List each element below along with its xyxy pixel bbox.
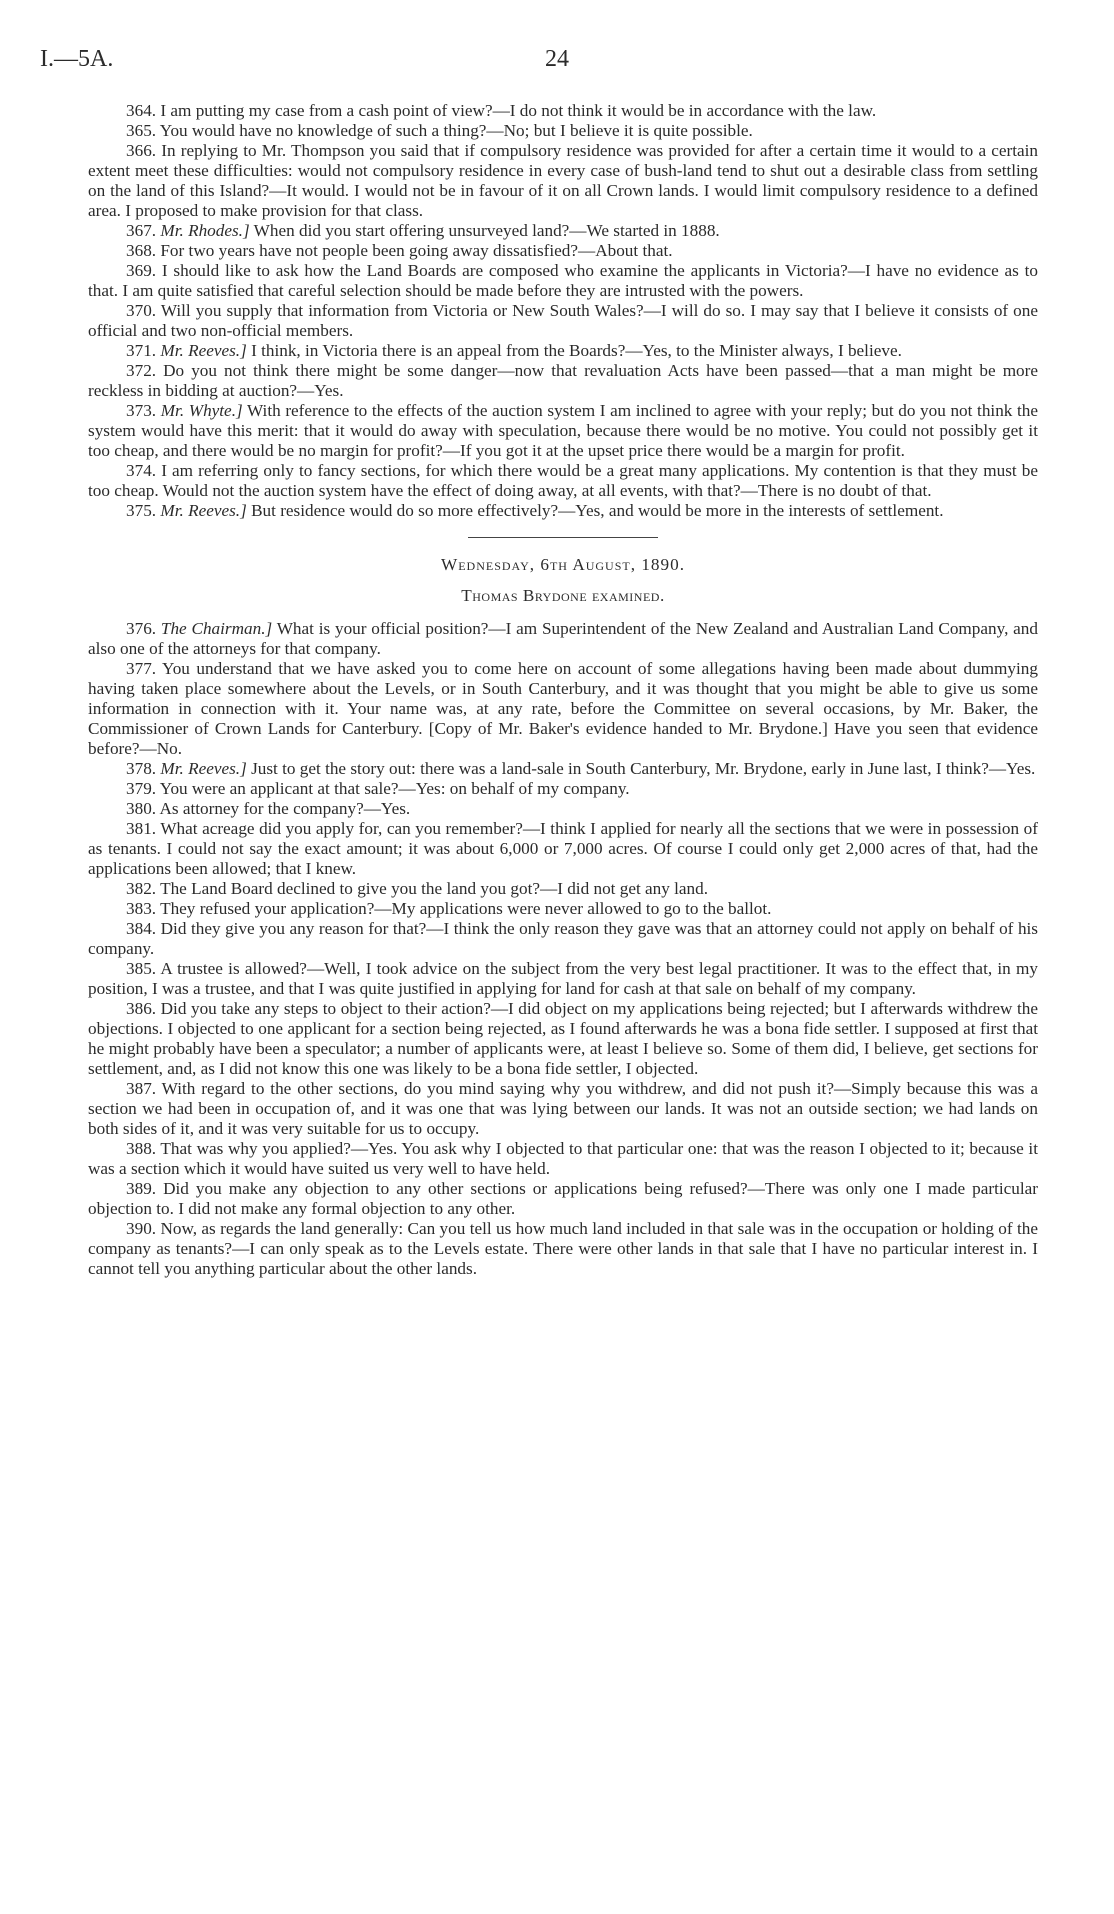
question-paragraph [88,1079,1038,1139]
question-number: 382. [126,879,157,898]
question-paragraph [88,959,1038,999]
question-text: You would have no knowledge of such a thing?—No; but I believe it is quite possible. [159,121,753,140]
question-paragraph [88,341,1038,361]
question-text: That was why you applied?—Yes. You ask why I objected to that particular one: that was the reason I objected to it; because it was a section which it would have suited us very well to have held. [88,1139,1038,1178]
question-number: 364. [126,101,157,120]
question-paragraph [88,1219,1038,1279]
question-paragraph [88,879,1038,899]
speaker-name: Mr. Reeves.] [160,501,247,520]
speaker-name: Mr. Whyte.] [160,401,243,420]
sitting-date: Wednesday, 6th August, 1890. [441,555,685,574]
question-paragraph [88,779,1038,799]
question-text: I am putting my case from a cash point of view?—I do not think it would be in accordance with the law. [160,101,877,120]
question-number: 388. [126,1139,157,1158]
question-paragraph [88,659,1038,759]
question-text: You understand that we have asked you to come here on account of some allegations having been made about dummying having taken place somewhere about the Levels, or in South Canterbury, and it was thought that you might be able to give us some information in connection with it. Your name was, at any rate, before the Committee on several occasions, by Mr. Baker, the Commissioner of Crown Lands for Canterbury. [Copy of Mr. Baker's evidence handed to Mr. Brydone.] Have you seen that evidence before?—No. [88,659,1038,758]
question-text: Did you take any steps to object to their action?—I did object on my applications being rejected; but I afterwards withdrew the objections. I objected to one applicant for a section being rejected, as I found afterwards he was a bona fide settler. I supposed at first that he might probably have been a speculator; a number of applicants were, at least I believe so. Some of them did, I believe, get sections for settlement, and, as I did not know this one was likely to be a bona fide settler, I objected. [88,999,1039,1078]
question-text: When did you start offering unsurveyed land?—We started in 1888. [253,221,720,240]
question-text: For two years have not people been going away dissatisfied?—About that. [160,241,673,260]
question-number: 376. [126,619,157,638]
question-number: 390. [126,1219,157,1238]
evidence-section-1 [88,101,1038,521]
question-number: 378. [126,759,157,778]
question-text: But residence would do so more effectively?—Yes, and would be more in the interests of settlement. [251,501,944,520]
question-text: They refused your application?—My applications were never allowed to go to the ballot. [160,899,772,918]
question-number: 385. [126,959,157,978]
question-paragraph [88,999,1038,1079]
question-text: Now, as regards the land generally: Can you tell us how much land included in that sale was in the occupation or holding of the company as tenants?—I can only speak as to the Levels estate. There were other lands in that sale that I have no particular interest in. I cannot tell you anything particular about the other lands. [88,1219,1038,1278]
question-number: 368. [126,241,157,260]
question-text: With regard to the other sections, do you mind saying why you withdrew, and did not push it?—Simply because this was a section we had been in occupation of, and it was one that was lying between our lands. It was not an outside section; we had lands on both sides of it, and it was very suitable for us to occupy. [88,1079,1038,1138]
question-paragraph [88,461,1038,501]
question-paragraph [88,301,1038,341]
question-text: In replying to Mr. Thompson you said that if compulsory residence was provided for after a certain time it would to a certain extent meet these difficulties: would not compulsory residence in every case of bush-land tend to shut out a desirable class from settling on the land of this Island?—It would. I would not be in favour of it on all Crown lands. I would limit compulsory residence to a defined area. I proposed to make provision for that class. [88,141,1038,220]
question-paragraph [88,819,1038,879]
question-number: 386. [126,999,157,1018]
question-text: I am referring only to fancy sections, for which there would be a great many applications. My contention is that they must be too cheap. Would not the auction system have the effect of doing away, at all events, with that?—There is no doubt of that. [88,461,1038,500]
question-text: Did you make any objection to any other sections or applications being refused?—There was only one I made particular objection to. I did not make any formal objection to any other. [88,1179,1038,1218]
question-number: 370. [126,301,157,320]
question-number: 365. [126,121,157,140]
question-text: Did they give you any reason for that?—I think the only reason they gave was that an attorney could not apply on behalf of his company. [88,919,1038,958]
question-number: 369. [126,261,157,280]
question-number: 387. [126,1079,157,1098]
question-number: 374. [126,461,157,480]
question-paragraph [88,361,1038,401]
question-number: 373. [126,401,157,420]
question-number: 380. [126,799,157,818]
question-text: A trustee is allowed?—Well, I took advice on the subject from the very best legal practitioner. It was to the effect that, in my position, I was a trustee, and that I was quite justified in applying for land for cash at that sale on behalf of my company. [88,959,1038,998]
question-number: 379. [126,779,157,798]
question-paragraph [88,919,1038,959]
question-paragraph [88,1139,1038,1179]
question-number: 375. [126,501,157,520]
question-text: With reference to the effects of the auction system I am inclined to agree with your reply; but do you not think the system would have this merit: that it would do away with speculation, because there would be no motive. You could not possibly get it too cheap, and there would be no margin for profit?—If you got it at the upset price there would be a margin for profit. [88,401,1039,460]
question-paragraph [88,261,1038,301]
question-number: 371. [126,341,157,360]
question-number: 372. [126,361,157,380]
speaker-name: Mr. Reeves.] [160,341,247,360]
evidence-section-2 [88,619,1038,1279]
question-number: 381. [126,819,157,838]
question-paragraph [88,101,1038,121]
question-paragraph [88,141,1038,221]
question-text: I think, in Victoria there is an appeal from the Boards?—Yes, to the Minister always, I believe. [251,341,902,360]
question-text: Do you not think there might be some danger—now that revaluation Acts have been passed—that a man might be more reckless in bidding at auction?—Yes. [88,361,1039,400]
evidence-body [88,101,1038,1279]
question-text: I should like to ask how the Land Boards are composed who examine the applicants in Victoria?—I have no evidence as to that. I am quite satisfied that careful selection should be made before they are intrusted with the powers. [88,261,1039,300]
question-paragraph [88,759,1038,779]
question-paragraph [88,241,1038,261]
question-text: You were an applicant at that sale?—Yes: on behalf of my company. [159,779,630,798]
speaker-name: Mr. Reeves.] [160,759,247,778]
question-text: What is your official position?—I am Superintendent of the New Zealand and Australian Land Company, and also one of the attorneys for that company. [88,619,1038,658]
speaker-name: Mr. Rhodes.] [160,221,250,240]
question-paragraph [88,1179,1038,1219]
question-paragraph [88,899,1038,919]
section-divider [468,537,658,538]
question-number: 367. [126,221,157,240]
page-number: 24 [545,46,569,72]
question-text: Will you supply that information from Victoria or New South Wales?—I will do so. I may say that I believe it consists of one official and two non-official members. [88,301,1038,340]
question-number: 383. [126,899,157,918]
question-text: Just to get the story out: there was a land-sale in South Canterbury, Mr. Brydone, early in June last, I think?—Yes. [251,759,1036,778]
question-number: 377. [126,659,157,678]
question-number: 366. [126,141,157,160]
question-text: As attorney for the company?—Yes. [159,799,411,818]
question-number: 389. [126,1179,157,1198]
question-paragraph [88,401,1038,461]
document-code: I.—5A. [40,46,114,72]
question-paragraph [88,221,1038,241]
question-paragraph [88,501,1038,521]
question-paragraph [88,121,1038,141]
question-paragraph [88,799,1038,819]
question-text: The Land Board declined to give you the land you got?—I did not get any land. [160,879,709,898]
question-text: What acreage did you apply for, can you remember?—I think I applied for nearly all the sections that we were in possession of as tenants. I could not say the exact amount; it was about 6,000 or 7,000 acres. Of course I could only get 2,000 acres of that, had the applications been allowed; that I knew. [88,819,1038,878]
question-paragraph [88,619,1038,659]
speaker-name: The Chairman.] [160,619,273,638]
witness-heading: Thomas Brydone examined. [461,586,665,605]
question-number: 384. [126,919,157,938]
